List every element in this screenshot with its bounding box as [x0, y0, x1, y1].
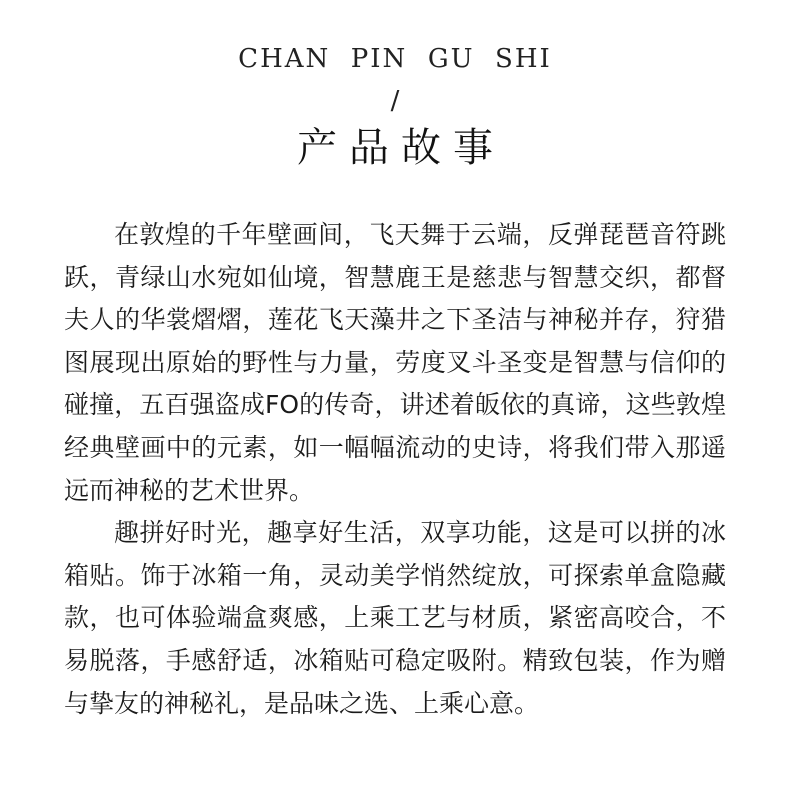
- page-title: 产品故事: [297, 125, 505, 171]
- story-paragraph-2: 趣拼好时光，趣享好生活，双享功能，这是可以拼的冰箱贴。饰于冰箱一角，灵动美学悄然绽放，可探索单盒隐藏款，也可体验端盒爽感，上乘工艺与材质，紧密高咬合，不易脱落，手感舒适，冰箱贴可稳定吸附。精致包装，作为赠与挚友的神秘礼，是品味之选、上乘心意。: [64, 518, 726, 718]
- slash-divider: /: [390, 86, 400, 116]
- pinyin-subtitle: CHAN PIN GU SHI: [238, 44, 552, 74]
- story-body: [64, 214, 726, 725]
- story-paragraph-1: 在敦煌的千年壁画间，飞天舞于云端，反弹琵琶音符跳跃，青绿山水宛如仙境，智慧鹿王是慈悲与智慧交织，都督夫人的华裳熠熠，莲花飞天藻井之下圣洁与神秘并存，狩猎图展现出原始的野性与力量，劳度叉斗圣变是智慧与信仰的碰撞，五百强盗成FO的传奇，讲述着皈依的真谛，这些敦煌经典壁画中的元素，如一幅幅流动的史诗，将我们带入那遥远而神秘的艺术世界。: [64, 220, 726, 505]
